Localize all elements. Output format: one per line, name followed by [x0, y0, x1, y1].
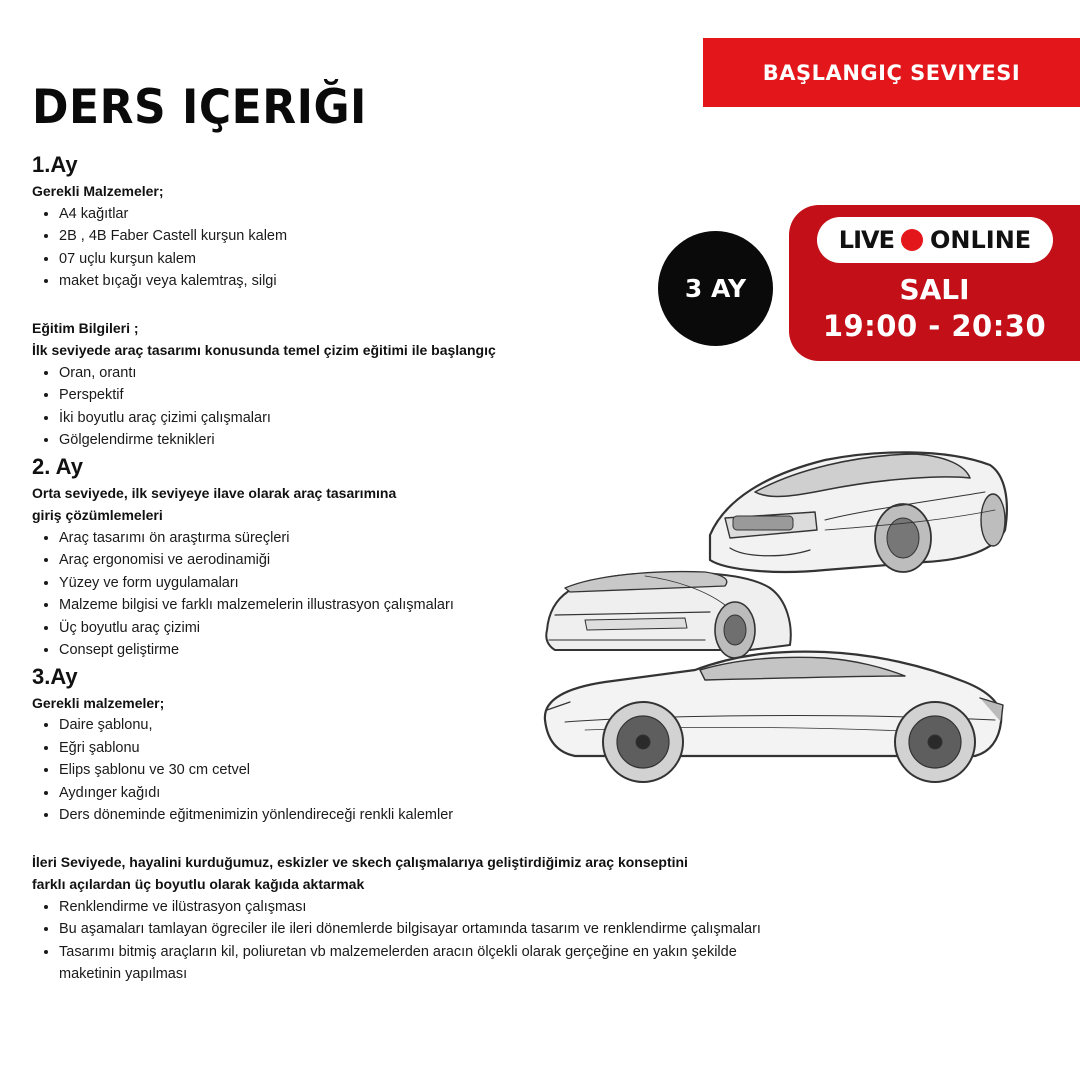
- level-banner: [703, 38, 1080, 107]
- page-title: DERS IÇERIĞI: [32, 80, 367, 136]
- list-item: • Elips şablonu ve 30 cm cetvel: [59, 759, 772, 782]
- list-item: • 07 uçlu kurşun kalem: [59, 248, 772, 271]
- list-item: • Araç tasarımı ön araştırma süreçleri: [59, 527, 772, 550]
- duration-label: 3 AY: [684, 274, 747, 303]
- schedule-time: 19:00 - 20:30: [822, 309, 1047, 343]
- list-item: • Perspektif: [59, 384, 772, 407]
- schedule-day: SALI: [899, 273, 970, 306]
- car-sketch-illustration: [525, 430, 1030, 790]
- list-item: • Aydınger kağıdı: [59, 782, 772, 805]
- car-sketch-side-view: [545, 652, 1003, 782]
- month3-advanced-list: [32, 896, 772, 986]
- list-item: • Üç boyutlu araç çizimi: [59, 617, 772, 640]
- list-item-text: Tasarımı bitmiş araçların kil, poliuretan vb malzemelerden aracın ölçekli olarak gerçeğine en yakın şekilde: [59, 943, 737, 960]
- live-online-pill: [817, 217, 1053, 263]
- list-item: • Gölgelendirme teknikleri: [59, 429, 772, 452]
- list-item: • Daire şablonu,: [59, 714, 772, 737]
- list-item: • Renklendirme ve ilüstrasyon çalışması: [59, 896, 772, 919]
- list-item: • Oran, orantı: [59, 362, 772, 385]
- month1-title: 1.Ay: [32, 152, 78, 177]
- car-sketch-front-view: [710, 452, 1007, 572]
- list-item-tail: maketinin yapılması: [59, 966, 188, 982]
- live-label: LIVE: [838, 226, 894, 254]
- schedule-box: [789, 205, 1080, 361]
- list-item: • 2B , 4B Faber Castell kurşun kalem: [59, 225, 772, 248]
- month2-intro-line2: giriş çözümlemeleri: [32, 507, 163, 523]
- list-item: • A4 kağıtlar: [59, 203, 772, 226]
- month1-info-subheading: İlk seviyede araç tasarımı konusunda temel çizim eğitimi ile başlangıç: [32, 342, 496, 358]
- list-item: • Eğri şablonu: [59, 737, 772, 760]
- list-item: • Ders döneminde eğitmenimizin yönlendireceği renkli kalemler: [59, 804, 772, 827]
- live-dot-icon: [901, 229, 923, 251]
- month2-intro-line1: Orta seviyede, ilk seviyeye ilave olarak araç tasarımına: [32, 484, 397, 501]
- list-item: • Yüzey ve form uygulamaları: [59, 572, 772, 595]
- month3-advanced-line1: İleri Seviyede, hayalini kurduğumuz, eskizler ve skech çalışmalarıya geliştirdiğimiz araç konseptini: [32, 853, 688, 870]
- list-item: [59, 941, 772, 986]
- month1-materials-heading: Gerekli Malzemeler;: [32, 183, 164, 199]
- month2-title: 2. Ay: [32, 453, 83, 479]
- month3-title: 3.Ay: [32, 663, 78, 689]
- list-item: • Bu aşamaları tamlayan ögreciler ile ileri dönemlerde bilgisayar ortamında tasarım ve renklendirme çalışmaları: [59, 918, 772, 941]
- online-label: ONLINE: [930, 226, 1032, 254]
- month3-materials-heading: Gerekli malzemeler;: [32, 694, 165, 711]
- list-item: • Malzeme bilgisi ve farklı malzemelerin illustrasyon çalışmaları: [59, 594, 772, 617]
- list-item: • İki boyutlu araç çizimi çalışmaları: [59, 407, 772, 430]
- month1-info-heading: Eğitim Bilgileri ;: [32, 319, 139, 336]
- list-item: • Araç ergonomisi ve aerodinamiği: [59, 549, 772, 572]
- list-item: • Consept geliştirme: [59, 639, 772, 662]
- list-item: • maket bıçağı veya kalemtraş, silgi: [59, 270, 772, 293]
- month1-materials-list: [32, 203, 772, 293]
- level-label: BAŞLANGIÇ SEVIYESI: [762, 60, 1021, 85]
- car-sketch-rear-view: [546, 572, 790, 658]
- month3-advanced-line2: farklı açılardan üç boyutlu olarak kağıda aktarmak: [32, 876, 365, 892]
